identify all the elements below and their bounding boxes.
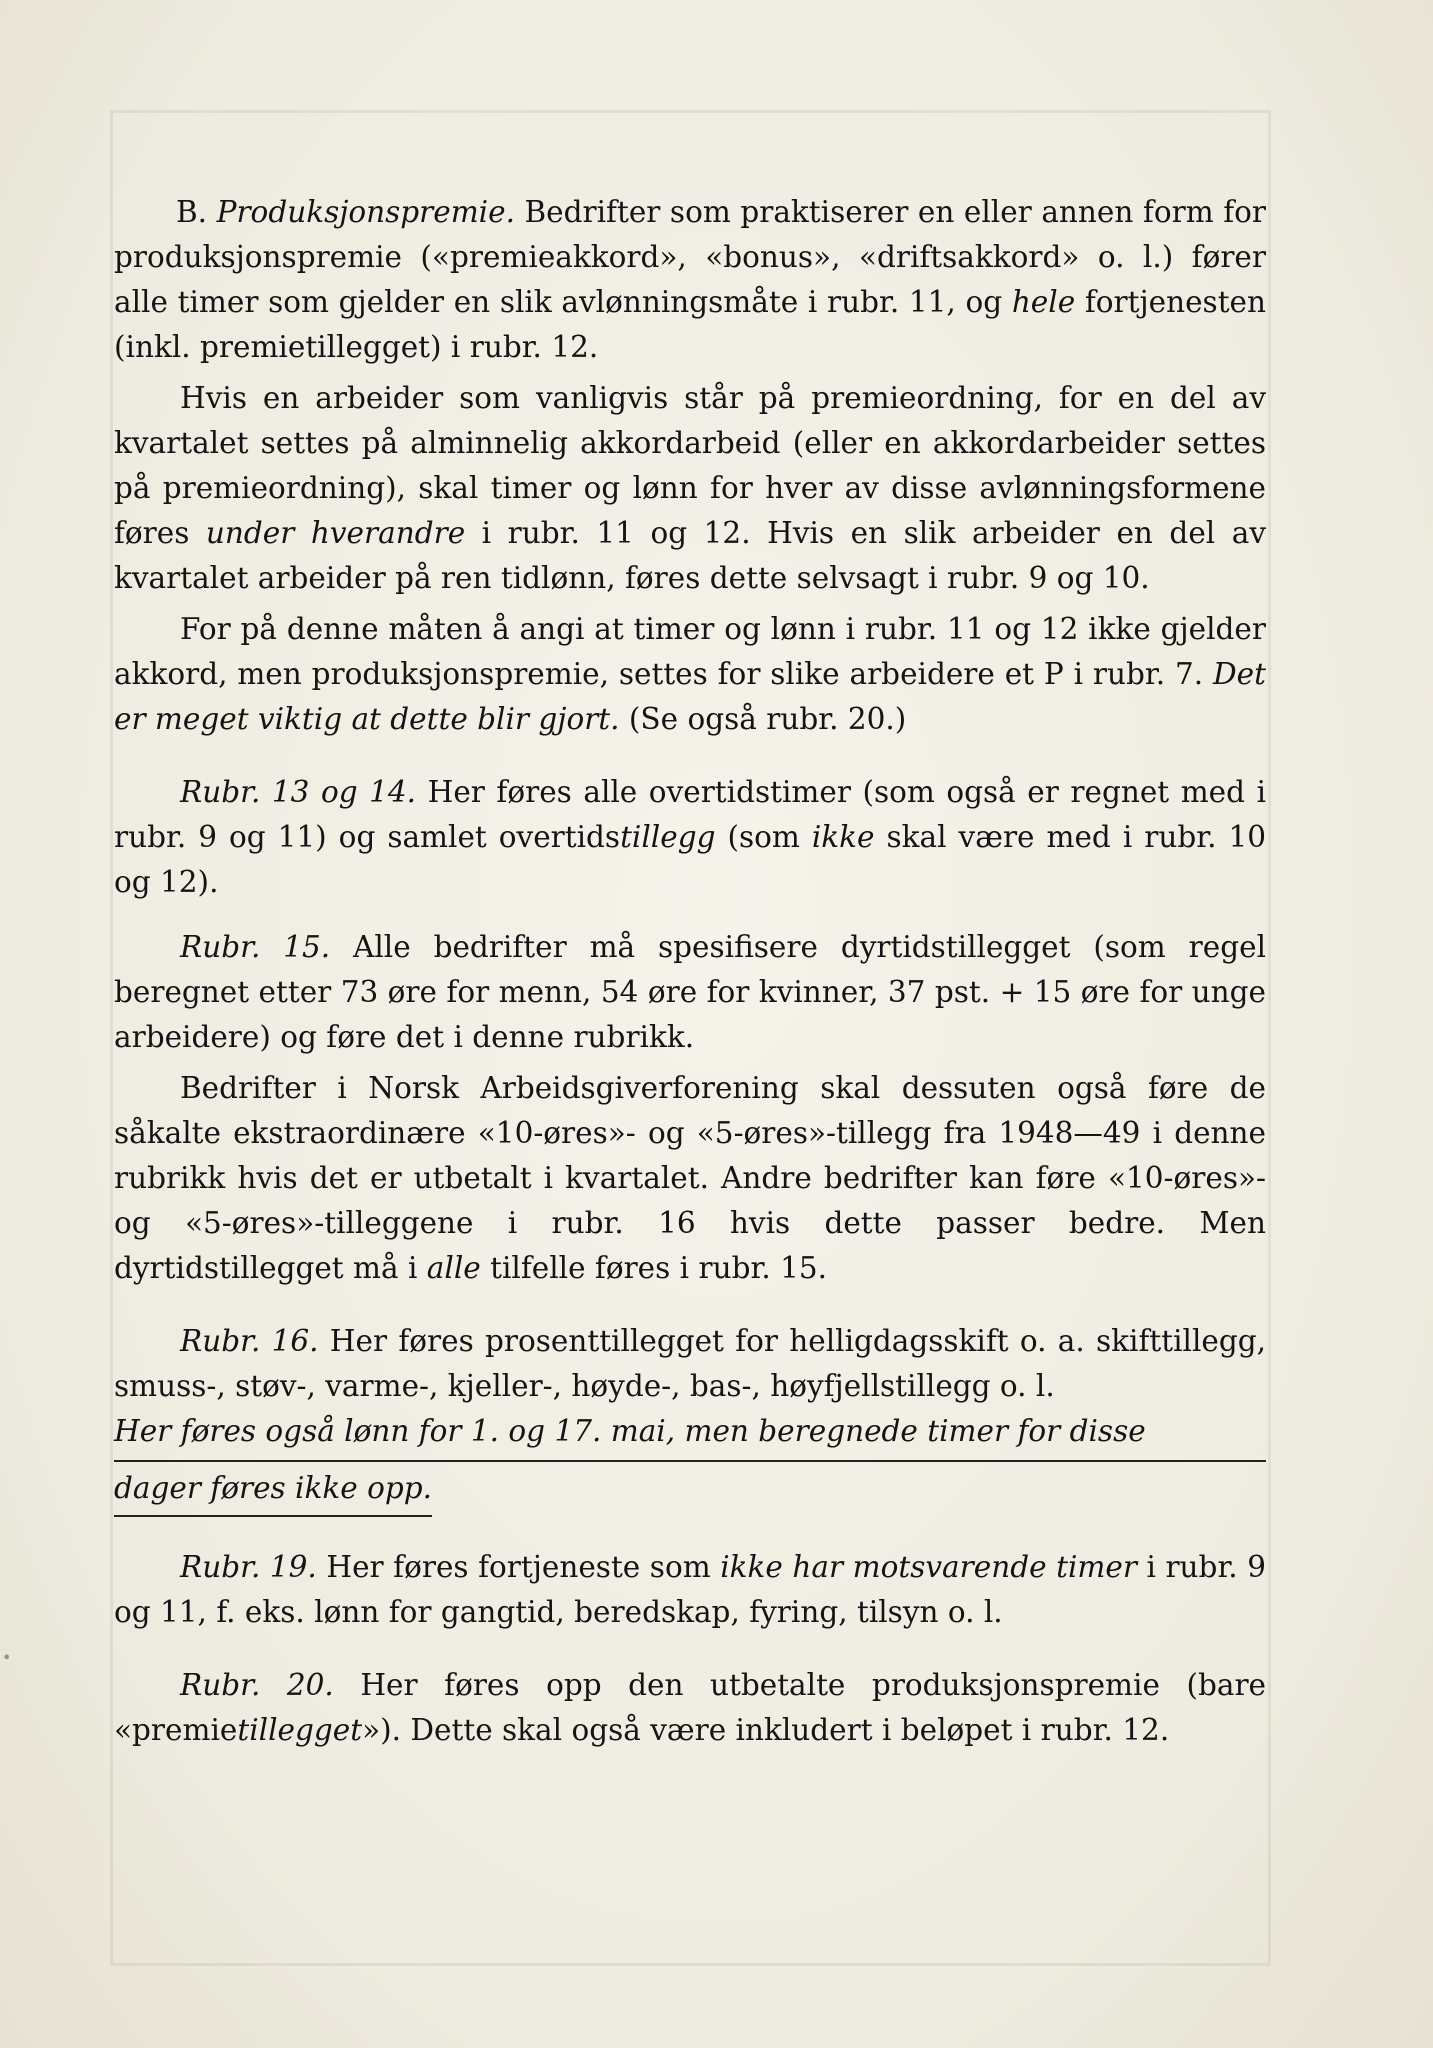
- emphasis: Det er meget viktig at dette blir gjort.: [114, 657, 1266, 736]
- emphasis: alle: [426, 1251, 481, 1285]
- emphasis: under hverandre: [205, 516, 466, 550]
- paragraph-rubr-13-14: [114, 770, 1266, 905]
- rubric-label: Rubr. 15.: [180, 930, 331, 964]
- paragraph-norsk-arbeidsgiverforening: [114, 1066, 1266, 1291]
- rubr-16-underlined-note: [114, 1409, 1266, 1517]
- text-run: (som: [715, 820, 812, 854]
- section-title: Produksjonspremie.: [216, 195, 515, 229]
- underlined-line-1: [114, 1409, 1266, 1462]
- emphasis: dager føres ikke opp.: [114, 1471, 432, 1505]
- text-run: For på denne måten å angi at timer og lønn i rubr. 11 og 12 ikke gjelder akkord, men produksjonspremie, settes for slike arbeidere et P i rubr. 7.: [114, 612, 1266, 691]
- text-run: Her føres fortjeneste som: [316, 1550, 721, 1584]
- paragraph-produksjonspremie: [52, 190, 1266, 370]
- paragraph-p-marking: [114, 607, 1266, 742]
- emphasis: ikke har motsvarende timer: [720, 1550, 1137, 1584]
- emphasis: Her føres også lønn for 1. og 17. mai, men beregnede timer for disse: [114, 1414, 1146, 1448]
- text-run: Hvis en arbeider som vanligvis står på premieordning, for en del av kvartalet settes på alminnelig akkordarbeid (eller en akkordarbeider settes på premieordning), skal timer og lønn for hver av disse avlønningsformene føres: [114, 381, 1266, 550]
- margin-speck: •: [2, 1648, 12, 1667]
- text-run: »). Dette skal også være inkludert i beløpet i rubr. 12.: [362, 1713, 1170, 1747]
- section-label: B.: [176, 195, 208, 229]
- rubric-label: Rubr. 13 og 14.: [180, 775, 417, 809]
- paragraph-rubr-19: [114, 1545, 1266, 1635]
- text-run: i rubr. 11 og 12. Hvis en slik arbeider en del av kvartalet arbeider på ren tidlønn, føres dette selvsagt i rubr. 9 og 10.: [114, 516, 1266, 595]
- text-run: fortjenesten (inkl. premietillegget) i rubr. 12.: [114, 285, 1267, 364]
- emphasis: hele: [1011, 285, 1076, 319]
- body-text: [114, 190, 1266, 1753]
- text-run: Alle bedrifter må spesifisere dyrtidstillegget (som regel beregnet etter 73 øre for menn, 54 øre for kvinner, 37 pst. + 15 øre for unge arbeidere) og føre det i denne rubrikk.: [114, 930, 1267, 1054]
- paragraph-rubr-16: [114, 1319, 1266, 1409]
- text-run: i rubr. 9 og 11, f. eks. lønn for gangtid, beredskap, fyring, tilsyn o. l.: [114, 1550, 1266, 1629]
- text-run: Her føres opp den utbetalte produksjonspremie (bare «premie: [114, 1668, 1267, 1747]
- text-run: Bedrifter som praktiserer en eller annen form for produksjonspremie («premieakkord», «bonus», «driftsakkord» o. l.) fører alle timer som gjelder en slik avlønningsmåte i rubr. 11, og: [114, 195, 1266, 319]
- text-run: Her føres alle overtidstimer (som også er regnet med i rubr. 9 og 11) og samlet overtids: [114, 775, 1266, 854]
- rubric-label: Rubr. 20.: [180, 1668, 334, 1702]
- rubric-label: Rubr. 19.: [180, 1550, 317, 1584]
- paragraph-rubr-20: [114, 1663, 1266, 1753]
- underlined-line-2: [114, 1466, 432, 1517]
- paragraph-rubr-15: [114, 925, 1266, 1060]
- text-run: tilfelle føres i rubr. 15.: [480, 1251, 827, 1285]
- text-run: (Se også rubr. 20.): [619, 702, 907, 736]
- emphasis: tillegget: [237, 1713, 363, 1747]
- text-run: skal være med i rubr. 10 og 12).: [114, 820, 1267, 899]
- emphasis: ikke: [811, 820, 875, 854]
- text-run: Bedrifter i Norsk Arbeidsgiverforening skal dessuten også føre de såkalte ekstraordinære «10-øres»- og «5-øres»-tillegg fra 1948—49 i denne rubrikk hvis det er utbetalt i kvartalet. Andre bedrifter kan føre «10-øres»- og «5-øres»-tilleggene i rubr. 16 hvis dette passer bedre. Men dyrtidstillegget må i: [114, 1071, 1266, 1285]
- paragraph-premieordning: [114, 376, 1266, 601]
- emphasis: tillegg: [620, 820, 716, 854]
- text-run: Her føres prosenttillegget for helligdagsskift o. a. skifttillegg, smuss-, støv-, varme-, kjeller-, høyde-, bas-, høyfjellstillegg o. l.: [114, 1324, 1267, 1403]
- rubric-label: Rubr. 16.: [180, 1324, 319, 1358]
